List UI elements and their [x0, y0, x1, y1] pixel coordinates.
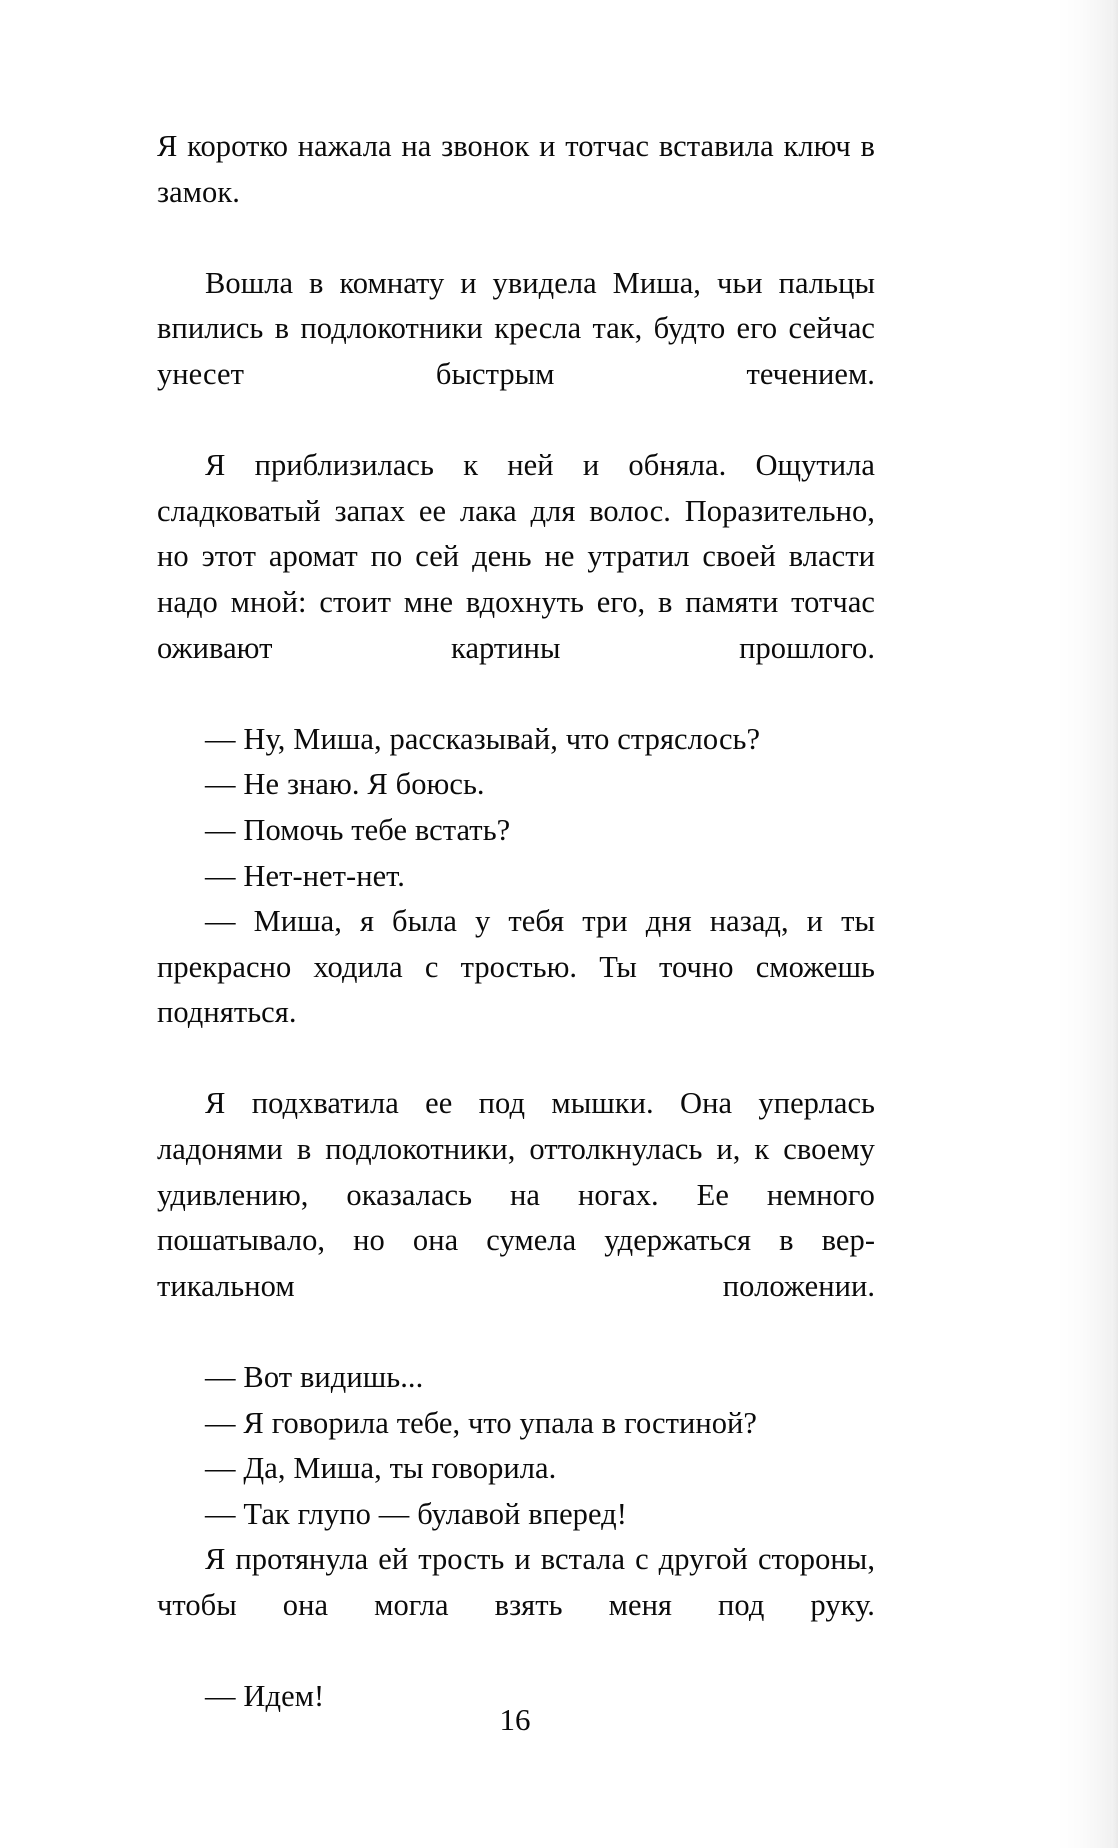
dialogue-line: — Идем! — [205, 1679, 325, 1714]
dialogue-line: — Я говорила тебе, что упала в гостиной? — [205, 1405, 757, 1440]
paragraph: Я коротко нажала на звонок и тотчас вставила ключ в замок. — [157, 129, 875, 209]
page-number: 16 — [499, 1702, 531, 1737]
paragraph: Я протянула ей трость и встала с другой стороны, чтобы она могла взять меня под руку. — [157, 1542, 875, 1622]
paragraph: Я приблизилась к ней и обняла. Ощутила сладковатый запах ее лака для волос. Поразительно, но этот аромат по сей день не утратил своей власти надо мной: стоит мне вдохнуть его, в памяти тотчас оживают картины прошлого. — [157, 448, 875, 665]
dialogue-line: — Ну, Миша, рассказывай, что стряслось? — [205, 721, 761, 756]
dialogue-paragraph: — Миша, я была у тебя три дня назад, и ты прекрасно ходила с тростью. Ты точно сможешь подняться. — [157, 904, 875, 1030]
gutter-shadow — [1056, 0, 1118, 1848]
dialogue-line: — Не знаю. Я боюсь. — [205, 767, 485, 802]
dialogue-line: — Так глупо — булавой вперед! — [205, 1496, 627, 1531]
dialogue-line: — Вот видишь... — [205, 1360, 424, 1395]
paragraph: Вошла в комнату и увидела Миша, чьи пальцы впились в подлокотники кресла так, будто его сейчас унесет быстрым течением. — [157, 265, 875, 391]
paragraph: Я подхватила ее под мышки. Она уперлась ладонями в подлокотники, оттолкнулась и, к своему удивлению, оказалась на ногах. Ее немного пошатывало, но она сумела удержаться в вертикальном положении. — [157, 1086, 875, 1303]
dialogue-line: — Да, Миша, ты говорила. — [205, 1451, 557, 1486]
page-footer — [0, 1702, 1118, 1738]
dialogue-line: — Помочь тебе встать? — [205, 812, 511, 847]
page-text-block — [157, 124, 875, 1720]
dialogue-line: — Нет-нет-нет. — [205, 858, 405, 893]
gutter-edge — [1112, 0, 1118, 1848]
